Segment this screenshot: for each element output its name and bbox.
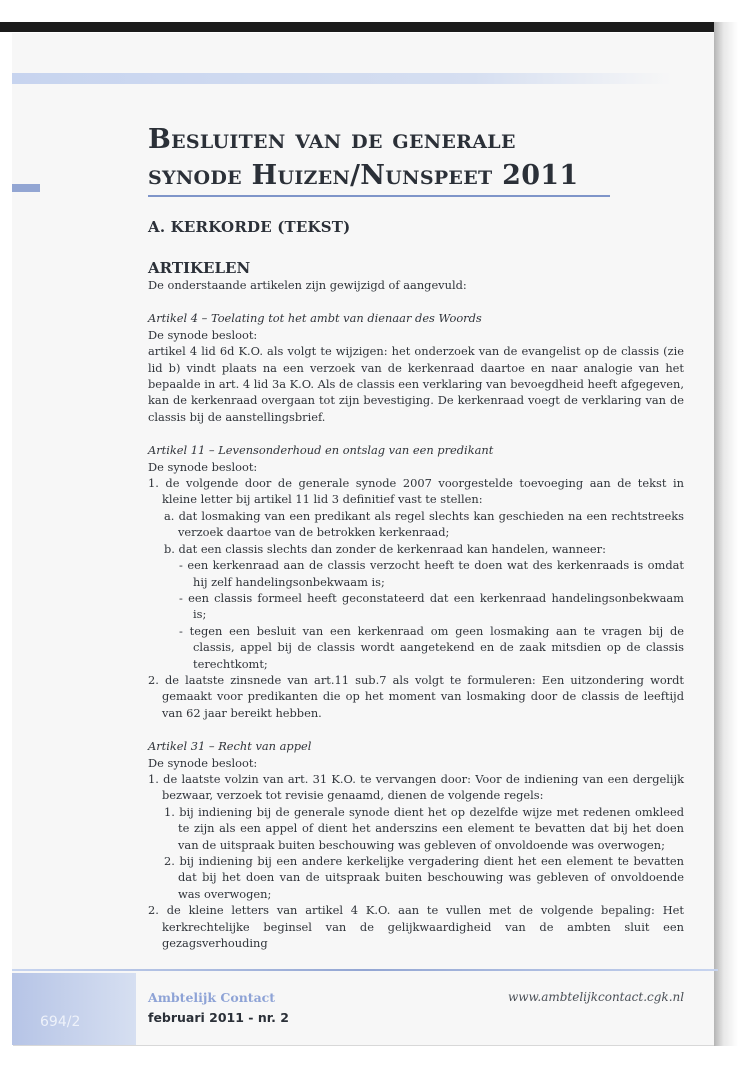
art11-title: Artikel 11 – Levensonderhoud en ontslag van een predikant bbox=[148, 443, 494, 458]
art31-item-2: 2. de kleine letters van artikel 4 K.O. aan te vullen met de volgende bepaling: Het kerkrechtelijke beginsel van de gelijkwaardigheid van de ambten sluit een gezagsverhouding bbox=[148, 903, 684, 951]
artikelen-intro: De onderstaande artikelen zijn gewijzigd of aangevuld: bbox=[148, 278, 467, 292]
art11-dash-3: - tegen een besluit van een kerkenraad om geen losmaking aan te vragen bij de classis, appel bij de classis wordt aangetekend en de zaak mitsdien op de classis terechtkomt; bbox=[179, 623, 684, 671]
art11-item-1b: b. dat een classis slechts dan zonder de kerkenraad kan handelen, wanneer: bbox=[164, 541, 606, 556]
scan-top-border bbox=[0, 22, 738, 32]
spacer bbox=[148, 293, 684, 310]
magazine-title: Ambtelijk Contact bbox=[148, 990, 276, 1005]
magazine-issue: februari 2011 - nr. 2 bbox=[148, 1010, 289, 1025]
page-title bbox=[148, 122, 578, 194]
title-underline bbox=[148, 195, 610, 197]
spacer bbox=[148, 425, 684, 442]
art11-decided: De synode besloot: bbox=[148, 459, 258, 474]
art4-text: artikel 4 lid 6d K.O. als volgt te wijzigen: het onderzoek van de evangelist op de classis (zie lid b) vindt plaats na een verzoek van de kerkenraad daartoe en naar analogie van het bepaalde in art. 4 lid 3a K.O. Als de classis een verklaring van bevoegdheid heeft afgegeven, kan de kerkenraad overgaan tot zijn bevestiging. De kerkenraad voegt de verklaring van de classis bij de aanstellingsbrief. bbox=[148, 344, 684, 424]
side-tab-marker bbox=[12, 184, 40, 192]
art4-title: Artikel 4 – Toelating tot het ambt van dienaar des Woords bbox=[148, 311, 482, 326]
spacer bbox=[148, 721, 684, 738]
section-a-heading: A. KERKORDE (TEKST) bbox=[148, 218, 351, 236]
art4-decided: De synode besloot: bbox=[148, 327, 258, 342]
art11-dash-1: - een kerkenraad aan de classis verzocht heeft te doen wat des kerkenraads is omdat hij zelf handelingsonbekwaam is; bbox=[179, 558, 684, 589]
art31-decided: De synode besloot: bbox=[148, 755, 258, 770]
art11-item-1a: a. dat losmaking van een predikant als regel slechts kan geschieden na een rechtstreeks verzoek daartoe van de betrokken kerkenraad; bbox=[164, 508, 684, 540]
artikelen-heading: ARTIKELEN bbox=[148, 259, 251, 277]
article-body bbox=[148, 277, 684, 951]
title-line-1: Besluiten van de generale bbox=[148, 124, 516, 155]
art11-dash-2: - een classis formeel heeft geconstateerd dat een kerkenraad handelingsonbekwaam is; bbox=[179, 590, 684, 622]
art31-item-1-1: 1. bij indiening bij de generale synode dient het op dezelfde wijze met redenen omkleed te zijn als een appel of dient het anderszins een element te bevatten dat bij het doen van de uitspraak buiten beschouwing was gebleven of onvoldoende was overwogen; bbox=[164, 804, 684, 852]
art31-item-1-2: 2. bij indiening bij een andere kerkelijke vergadering dient het een element te bevatten dat bij het doen van de uitspraak buiten beschouwing was gebleven of onvoldoende was overwogen; bbox=[164, 854, 684, 901]
page-number: 694/2 bbox=[40, 1014, 81, 1030]
scan-bottom-band bbox=[0, 1046, 738, 1068]
footer-rule bbox=[12, 969, 718, 971]
header-color-bar bbox=[12, 73, 672, 84]
art11-item-2: 2. de laatste zinsnede van art.11 sub.7 als volgt te formuleren: Een uitzondering wordt gemaakt voor predikanten die op het moment van losmaking door de classis de leeftijd van 62 jaar bereikt hebben. bbox=[148, 672, 684, 720]
art31-item-1: 1. de laatste volzin van art. 31 K.O. te vervangen door: Voor de indiening van een dergelijk bezwaar, verzoek tot revisie genaamd, dienen de volgende regels: bbox=[148, 771, 684, 803]
binding-edge bbox=[714, 22, 738, 1068]
art31-title: Artikel 31 – Recht van appel bbox=[148, 739, 312, 754]
page-number-box bbox=[12, 973, 136, 1045]
magazine-url[interactable]: www.ambtelijkcontact.cgk.nl bbox=[508, 990, 685, 1004]
title-line-2: synode Huizen/Nunspeet 2011 bbox=[148, 160, 579, 191]
art11-item-1: 1. de volgende door de generale synode 2007 voorgestelde toevoeging aan de tekst in kleine letter bij artikel 11 lid 3 definitief vast te stellen: bbox=[148, 476, 684, 507]
